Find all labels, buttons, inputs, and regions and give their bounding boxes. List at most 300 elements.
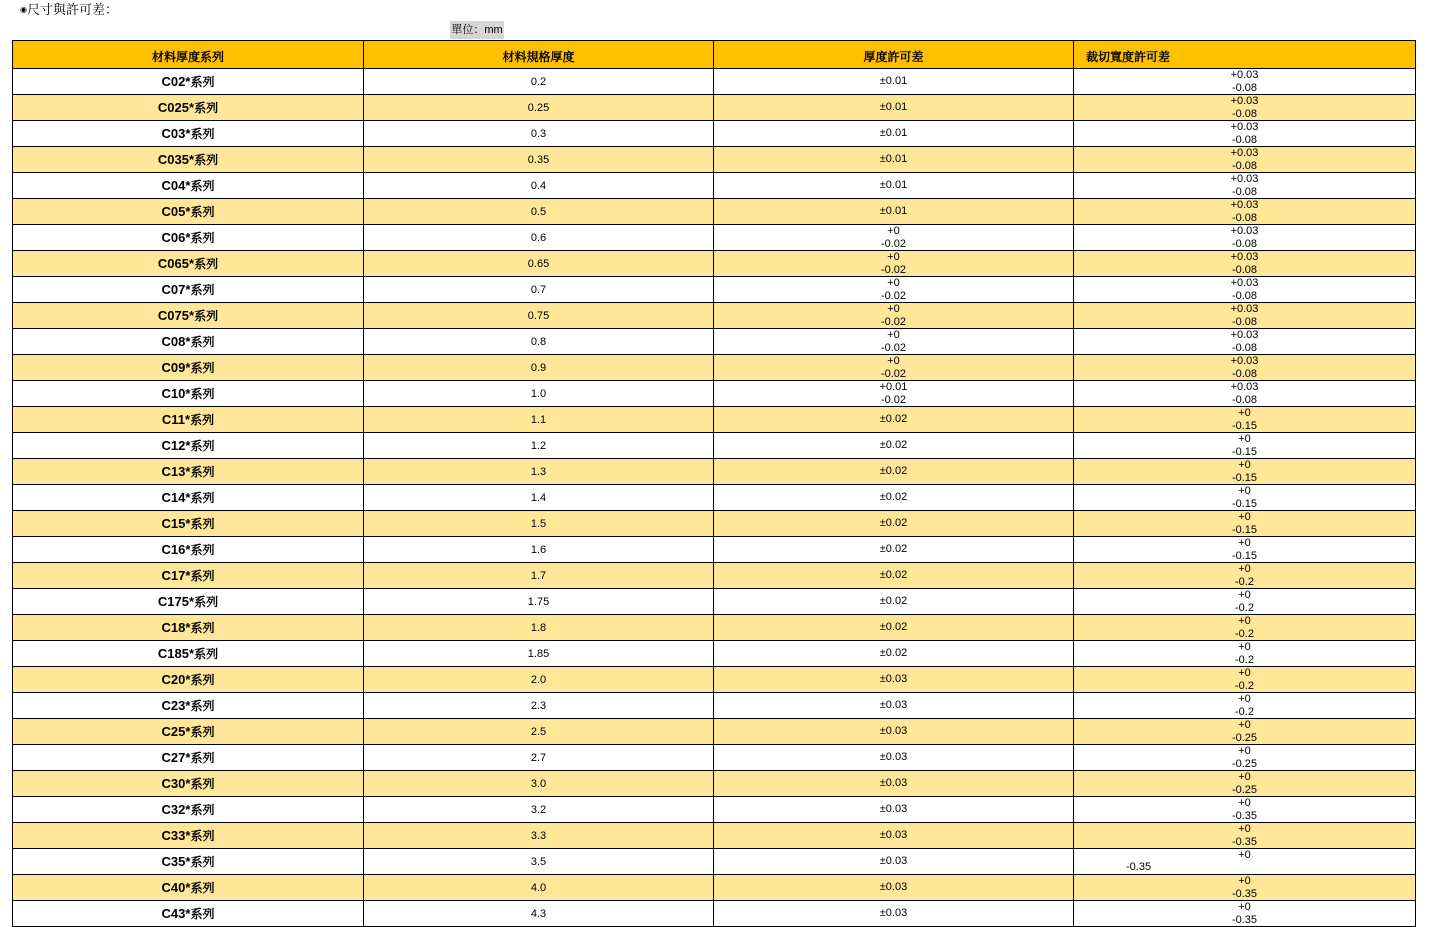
thickness-tolerance-cell[interactable] [714,381,1074,407]
width-tolerance-cell[interactable] [1074,797,1416,823]
thickness-cell[interactable]: 3.3 [364,823,714,849]
series-cell[interactable] [13,537,364,563]
series-code: C17* [161,568,191,583]
thickness-cell[interactable]: 2.0 [364,667,714,693]
tolerance-values [714,621,1073,634]
thickness-cell[interactable]: 1.1 [364,407,714,433]
width-tolerance-cell[interactable] [1074,563,1416,589]
header-series[interactable]: 材料厚度系列 [13,41,364,69]
tolerance-lower: -0.08 [1231,315,1258,328]
thickness-cell[interactable]: 1.6 [364,537,714,563]
thickness-tolerance-cell[interactable] [714,849,1074,875]
table-row [13,277,1416,303]
thickness-tolerance-cell[interactable] [714,537,1074,563]
tolerance-upper: +0 [1238,797,1251,809]
series-code: C43* [161,906,191,921]
width-tolerance-cell[interactable] [1074,901,1416,927]
series-cell[interactable] [13,459,364,485]
tolerance-upper: +0 [887,303,900,315]
width-tolerance-cell[interactable] [1074,745,1416,771]
thickness-cell[interactable]: 3.0 [364,771,714,797]
table-row [13,173,1416,199]
series-suffix: 系列 [190,387,215,401]
series-cell[interactable] [13,381,364,407]
tolerance-upper: +0 [1238,537,1251,549]
thickness-tolerance-cell[interactable] [714,225,1074,251]
tolerance-values [714,101,1073,114]
series-cell[interactable] [13,433,364,459]
tolerance-lower: -0.35 [1231,835,1258,848]
tolerance-lower: -0.08 [1231,237,1258,250]
thickness-tolerance-cell[interactable] [714,277,1074,303]
thickness-tolerance-cell[interactable] [714,95,1074,121]
series-cell[interactable] [13,225,364,251]
tolerance-lower: -0.08 [1231,289,1258,302]
series-code: C12* [161,438,191,453]
series-cell[interactable] [13,693,364,719]
tolerance-upper: ±0.02 [879,439,908,452]
table-row [13,563,1416,589]
series-cell[interactable] [13,329,364,355]
series-code: C07* [161,282,191,297]
tolerance-upper: +0 [1238,745,1251,757]
thickness-cell[interactable]: 0.5 [364,199,714,225]
thickness-tolerance-cell[interactable] [714,563,1074,589]
table-row [13,199,1416,225]
table-row [13,771,1416,797]
tolerance-upper: +0 [1238,875,1251,887]
series-suffix: 系列 [190,335,215,349]
width-tolerance-cell[interactable] [1074,641,1416,667]
thickness-tolerance-cell[interactable] [714,771,1074,797]
tolerance-upper: +0.03 [1230,329,1259,341]
table-row [13,69,1416,95]
tolerance-lower: -0.08 [1231,133,1258,146]
tolerance-upper: +0.01 [879,381,908,393]
series-cell[interactable] [13,589,364,615]
series-code: C40* [161,880,191,895]
thickness-cell[interactable]: 4.0 [364,875,714,901]
tolerance-values [714,647,1073,660]
thickness-cell[interactable]: 4.3 [364,901,714,927]
tolerance-values [714,329,1073,354]
tolerance-values [1074,277,1415,302]
tolerance-upper: +0 [1238,719,1251,731]
thickness-tolerance-cell[interactable] [714,901,1074,927]
thickness-tolerance-cell[interactable] [714,485,1074,511]
tolerance-values [1074,251,1415,276]
series-code: C185* [157,646,195,661]
thickness-tolerance-cell[interactable] [714,589,1074,615]
width-tolerance-cell[interactable] [1074,667,1416,693]
tolerance-values [1074,303,1415,328]
series-suffix: 系列 [194,595,219,609]
series-cell[interactable] [13,875,364,901]
tolerance-upper: ±0.01 [879,153,908,166]
series-suffix: 系列 [194,101,219,115]
tolerance-values [714,75,1073,88]
tolerance-upper: +0.03 [1230,69,1259,81]
tolerance-lower: -0.2 [1235,679,1254,692]
tolerance-upper: +0 [887,277,900,289]
series-cell[interactable] [13,303,364,329]
tolerance-lower: -0.2 [1235,601,1254,614]
thickness-cell[interactable]: 3.2 [364,797,714,823]
width-tolerance-cell[interactable] [1074,69,1416,95]
thickness-tolerance-cell[interactable] [714,303,1074,329]
tolerance-values [714,907,1073,920]
series-cell[interactable] [13,641,364,667]
tolerance-lower: -0.15 [1231,445,1258,458]
width-tolerance-cell[interactable] [1074,459,1416,485]
tolerance-upper: +0.03 [1230,173,1259,185]
tolerance-lower: -0.25 [1231,757,1258,770]
tolerance-upper: ±0.01 [879,75,908,88]
tolerance-lower: -0.08 [1231,367,1258,380]
thickness-cell[interactable]: 1.85 [364,641,714,667]
series-cell[interactable] [13,407,364,433]
thickness-tolerance-cell[interactable] [714,173,1074,199]
tolerance-values [714,277,1073,302]
tolerance-upper: +0.03 [1230,381,1259,393]
tolerance-values [1074,823,1415,848]
table-row [13,719,1416,745]
tolerance-values [714,153,1073,166]
series-cell[interactable] [13,849,364,875]
table-row [13,901,1416,927]
tolerance-upper: ±0.03 [879,725,908,738]
tolerance-values [1074,537,1415,562]
series-cell[interactable] [13,147,364,173]
thickness-cell[interactable]: 1.0 [364,381,714,407]
tolerance-values [1074,745,1415,770]
series-code: C11* [161,412,191,427]
tolerance-values [714,205,1073,218]
series-code: C10* [161,386,191,401]
thickness-tolerance-cell[interactable] [714,69,1074,95]
width-tolerance-cell[interactable] [1074,277,1416,303]
thickness-tolerance-cell[interactable] [714,719,1074,745]
thickness-tolerance-cell[interactable] [714,797,1074,823]
tolerance-values [1074,511,1415,536]
tolerance-upper: ±0.03 [879,855,908,868]
series-cell[interactable] [13,667,364,693]
tolerance-upper: ±0.03 [879,803,908,816]
series-cell[interactable] [13,719,364,745]
width-tolerance-cell[interactable] [1074,433,1416,459]
thickness-cell[interactable]: 1.3 [364,459,714,485]
tolerance-values [714,517,1073,530]
thickness-cell[interactable]: 1.5 [364,511,714,537]
thickness-cell[interactable]: 0.7 [364,277,714,303]
width-tolerance-cell[interactable] [1074,173,1416,199]
thickness-tolerance-cell[interactable] [714,511,1074,537]
tolerance-upper: +0 [1238,693,1251,705]
table-row [13,95,1416,121]
series-cell[interactable] [13,563,364,589]
tolerance-lower: -0.02 [880,289,907,302]
series-cell[interactable] [13,901,364,927]
thickness-cell[interactable]: 1.2 [364,433,714,459]
table-row [13,433,1416,459]
thickness-cell[interactable]: 2.3 [364,693,714,719]
thickness-tolerance-cell[interactable] [714,745,1074,771]
width-tolerance-cell[interactable] [1074,251,1416,277]
table-row [13,355,1416,381]
tolerance-lower: -0.02 [880,367,907,380]
thickness-tolerance-cell[interactable] [714,459,1074,485]
width-tolerance-cell[interactable] [1074,121,1416,147]
thickness-cell[interactable]: 3.5 [364,849,714,875]
tolerance-lower: -0.08 [1231,107,1258,120]
thickness-tolerance-cell[interactable] [714,147,1074,173]
width-tolerance-cell[interactable] [1074,355,1416,381]
tolerance-upper: +0 [1238,589,1251,601]
width-tolerance-cell[interactable] [1074,849,1416,875]
tolerance-upper: +0.03 [1230,121,1259,133]
series-code: C025* [157,100,195,115]
series-suffix: 系列 [194,309,219,323]
tolerance-upper: ±0.03 [879,829,908,842]
tolerance-upper: +0 [887,329,900,341]
thickness-cell[interactable]: 0.25 [364,95,714,121]
bullet-icon: ◉ [20,5,27,14]
series-cell[interactable] [13,823,364,849]
width-tolerance-cell[interactable] [1074,537,1416,563]
width-tolerance-cell[interactable] [1074,199,1416,225]
thickness-tolerance-cell[interactable] [714,407,1074,433]
thickness-cell[interactable]: 1.7 [364,563,714,589]
series-cell[interactable] [13,95,364,121]
thickness-cell[interactable]: 1.4 [364,485,714,511]
thickness-tolerance-cell[interactable] [714,199,1074,225]
series-cell[interactable] [13,485,364,511]
spec-table [12,40,1416,927]
tolerance-upper: +0.03 [1230,355,1259,367]
table-row [13,589,1416,615]
tolerance-lower: -0.02 [880,237,907,250]
width-tolerance-cell[interactable] [1074,147,1416,173]
thickness-cell[interactable]: 1.75 [364,589,714,615]
series-cell[interactable] [13,771,364,797]
width-tolerance-cell[interactable] [1074,303,1416,329]
series-cell[interactable] [13,745,364,771]
width-tolerance-cell[interactable] [1074,381,1416,407]
series-cell[interactable] [13,277,364,303]
thickness-tolerance-cell[interactable] [714,329,1074,355]
series-code: C02* [161,74,191,89]
tolerance-upper: ±0.03 [879,699,908,712]
thickness-cell[interactable]: 1.8 [364,615,714,641]
series-suffix: 系列 [194,153,219,167]
tolerance-upper: ±0.03 [879,751,908,764]
thickness-cell[interactable]: 0.4 [364,173,714,199]
width-tolerance-cell[interactable] [1074,693,1416,719]
thickness-tolerance-cell[interactable] [714,615,1074,641]
tolerance-upper: +0 [1238,849,1251,861]
thickness-cell[interactable]: 0.8 [364,329,714,355]
series-cell[interactable] [13,199,364,225]
tolerance-values [1074,901,1415,926]
width-tolerance-cell[interactable] [1074,615,1416,641]
series-suffix: 系列 [190,751,215,765]
tolerance-lower: -0.15 [1231,497,1258,510]
series-code: C13* [161,464,191,479]
series-suffix: 系列 [190,699,215,713]
tolerance-values [1074,849,1415,874]
table-row [13,225,1416,251]
series-cell[interactable] [13,797,364,823]
width-tolerance-cell[interactable] [1074,823,1416,849]
thickness-tolerance-cell[interactable] [714,875,1074,901]
tolerance-values [714,413,1073,426]
table-row [13,303,1416,329]
series-cell[interactable] [13,355,364,381]
table-row [13,251,1416,277]
series-suffix: 系列 [190,231,215,245]
thickness-cell[interactable]: 0.3 [364,121,714,147]
table-row [13,147,1416,173]
thickness-cell[interactable]: 2.5 [364,719,714,745]
tolerance-lower: -0.08 [1231,211,1258,224]
thickness-tolerance-cell[interactable] [714,121,1074,147]
width-tolerance-cell[interactable] [1074,95,1416,121]
tolerance-upper: +0 [1238,511,1251,523]
thickness-tolerance-cell[interactable] [714,433,1074,459]
series-cell[interactable] [13,615,364,641]
tolerance-values [1074,121,1415,146]
header-thickness[interactable]: 材料規格厚度 [364,41,714,69]
thickness-tolerance-cell[interactable] [714,251,1074,277]
table-row [13,849,1416,875]
tolerance-upper: +0.03 [1230,303,1259,315]
tolerance-values [1074,641,1415,666]
series-cell[interactable] [13,69,364,95]
series-cell[interactable] [13,511,364,537]
tolerance-values [1074,459,1415,484]
series-suffix: 系列 [190,621,215,635]
tolerance-lower: -0.35 [1231,887,1258,900]
tolerance-lower: -0.35 [1231,913,1258,926]
series-code: C33* [161,828,191,843]
series-code: C06* [161,230,191,245]
width-tolerance-cell[interactable] [1074,589,1416,615]
tolerance-values [714,225,1073,250]
series-suffix: 系列 [190,127,215,141]
series-code: C04* [161,178,191,193]
width-tolerance-cell[interactable] [1074,329,1416,355]
width-tolerance-cell[interactable] [1074,511,1416,537]
tolerance-values [1074,173,1415,198]
tolerance-upper: +0.03 [1230,251,1259,263]
thickness-tolerance-cell[interactable] [714,641,1074,667]
series-code: C18* [161,620,191,635]
series-suffix: 系列 [190,569,215,583]
tolerance-upper: ±0.02 [879,543,908,556]
series-suffix: 系列 [190,881,215,895]
series-cell[interactable] [13,121,364,147]
table-row [13,537,1416,563]
tolerance-upper: ±0.03 [879,673,908,686]
tolerance-values [714,127,1073,140]
table-row [13,485,1416,511]
series-code: C15* [161,516,191,531]
tolerance-lower: -0.08 [1231,263,1258,276]
tolerance-upper: ±0.03 [879,881,908,894]
tolerance-upper: +0 [1238,901,1251,913]
width-tolerance-cell[interactable] [1074,225,1416,251]
tolerance-values [1074,433,1415,458]
tolerance-upper: ±0.02 [879,595,908,608]
header-thickness-tolerance[interactable]: 厚度許可差 [714,41,1074,69]
tolerance-lower: -0.02 [880,263,907,276]
tolerance-values [714,355,1073,380]
tolerance-upper: +0 [1238,433,1251,445]
tolerance-values [1074,69,1415,94]
series-suffix: 系列 [190,855,215,869]
tolerance-lower: -0.08 [1231,341,1258,354]
width-tolerance-cell[interactable] [1074,719,1416,745]
series-suffix: 系列 [190,777,215,791]
tolerance-values [1074,797,1415,822]
series-suffix: 系列 [194,257,219,271]
table-row [13,381,1416,407]
tolerance-lower: -0.08 [1231,185,1258,198]
tolerance-upper: ±0.02 [879,647,908,660]
tolerance-values [714,303,1073,328]
thickness-tolerance-cell[interactable] [714,355,1074,381]
thickness-cell[interactable]: 2.7 [364,745,714,771]
series-code: C08* [161,334,191,349]
header-width-tolerance[interactable]: 裁切寬度許可差 [1074,41,1416,69]
thickness-cell[interactable]: 0.9 [364,355,714,381]
thickness-tolerance-cell[interactable] [714,823,1074,849]
tolerance-values [714,491,1073,504]
tolerance-values [714,381,1073,406]
width-tolerance-cell[interactable] [1074,771,1416,797]
tolerance-values [1074,693,1415,718]
thickness-cell[interactable]: 0.65 [364,251,714,277]
series-suffix: 系列 [190,75,215,89]
thickness-cell[interactable]: 0.2 [364,69,714,95]
series-cell[interactable] [13,173,364,199]
width-tolerance-cell[interactable] [1074,875,1416,901]
thickness-tolerance-cell[interactable] [714,693,1074,719]
series-code: C175* [157,594,195,609]
thickness-tolerance-cell[interactable] [714,667,1074,693]
table-row [13,407,1416,433]
unit-label[interactable]: 單位：mm [450,21,504,39]
thickness-cell[interactable]: 0.75 [364,303,714,329]
tolerance-upper: ±0.01 [879,205,908,218]
tolerance-values [714,725,1073,738]
tolerance-upper: +0.03 [1230,95,1259,107]
series-cell[interactable] [13,251,364,277]
thickness-cell[interactable]: 0.35 [364,147,714,173]
tolerance-lower: -0.15 [1231,549,1258,562]
width-tolerance-cell[interactable] [1074,485,1416,511]
thickness-cell[interactable]: 0.6 [364,225,714,251]
series-suffix: 系列 [190,465,215,479]
table-row [13,459,1416,485]
series-suffix: 系列 [190,361,215,375]
series-code: C35* [161,854,191,869]
width-tolerance-cell[interactable] [1074,407,1416,433]
tolerance-lower: -0.25 [1231,731,1258,744]
tolerance-upper: +0 [1238,771,1251,783]
tolerance-lower: -0.02 [880,393,907,406]
tolerance-lower: -0.15 [1231,471,1258,484]
